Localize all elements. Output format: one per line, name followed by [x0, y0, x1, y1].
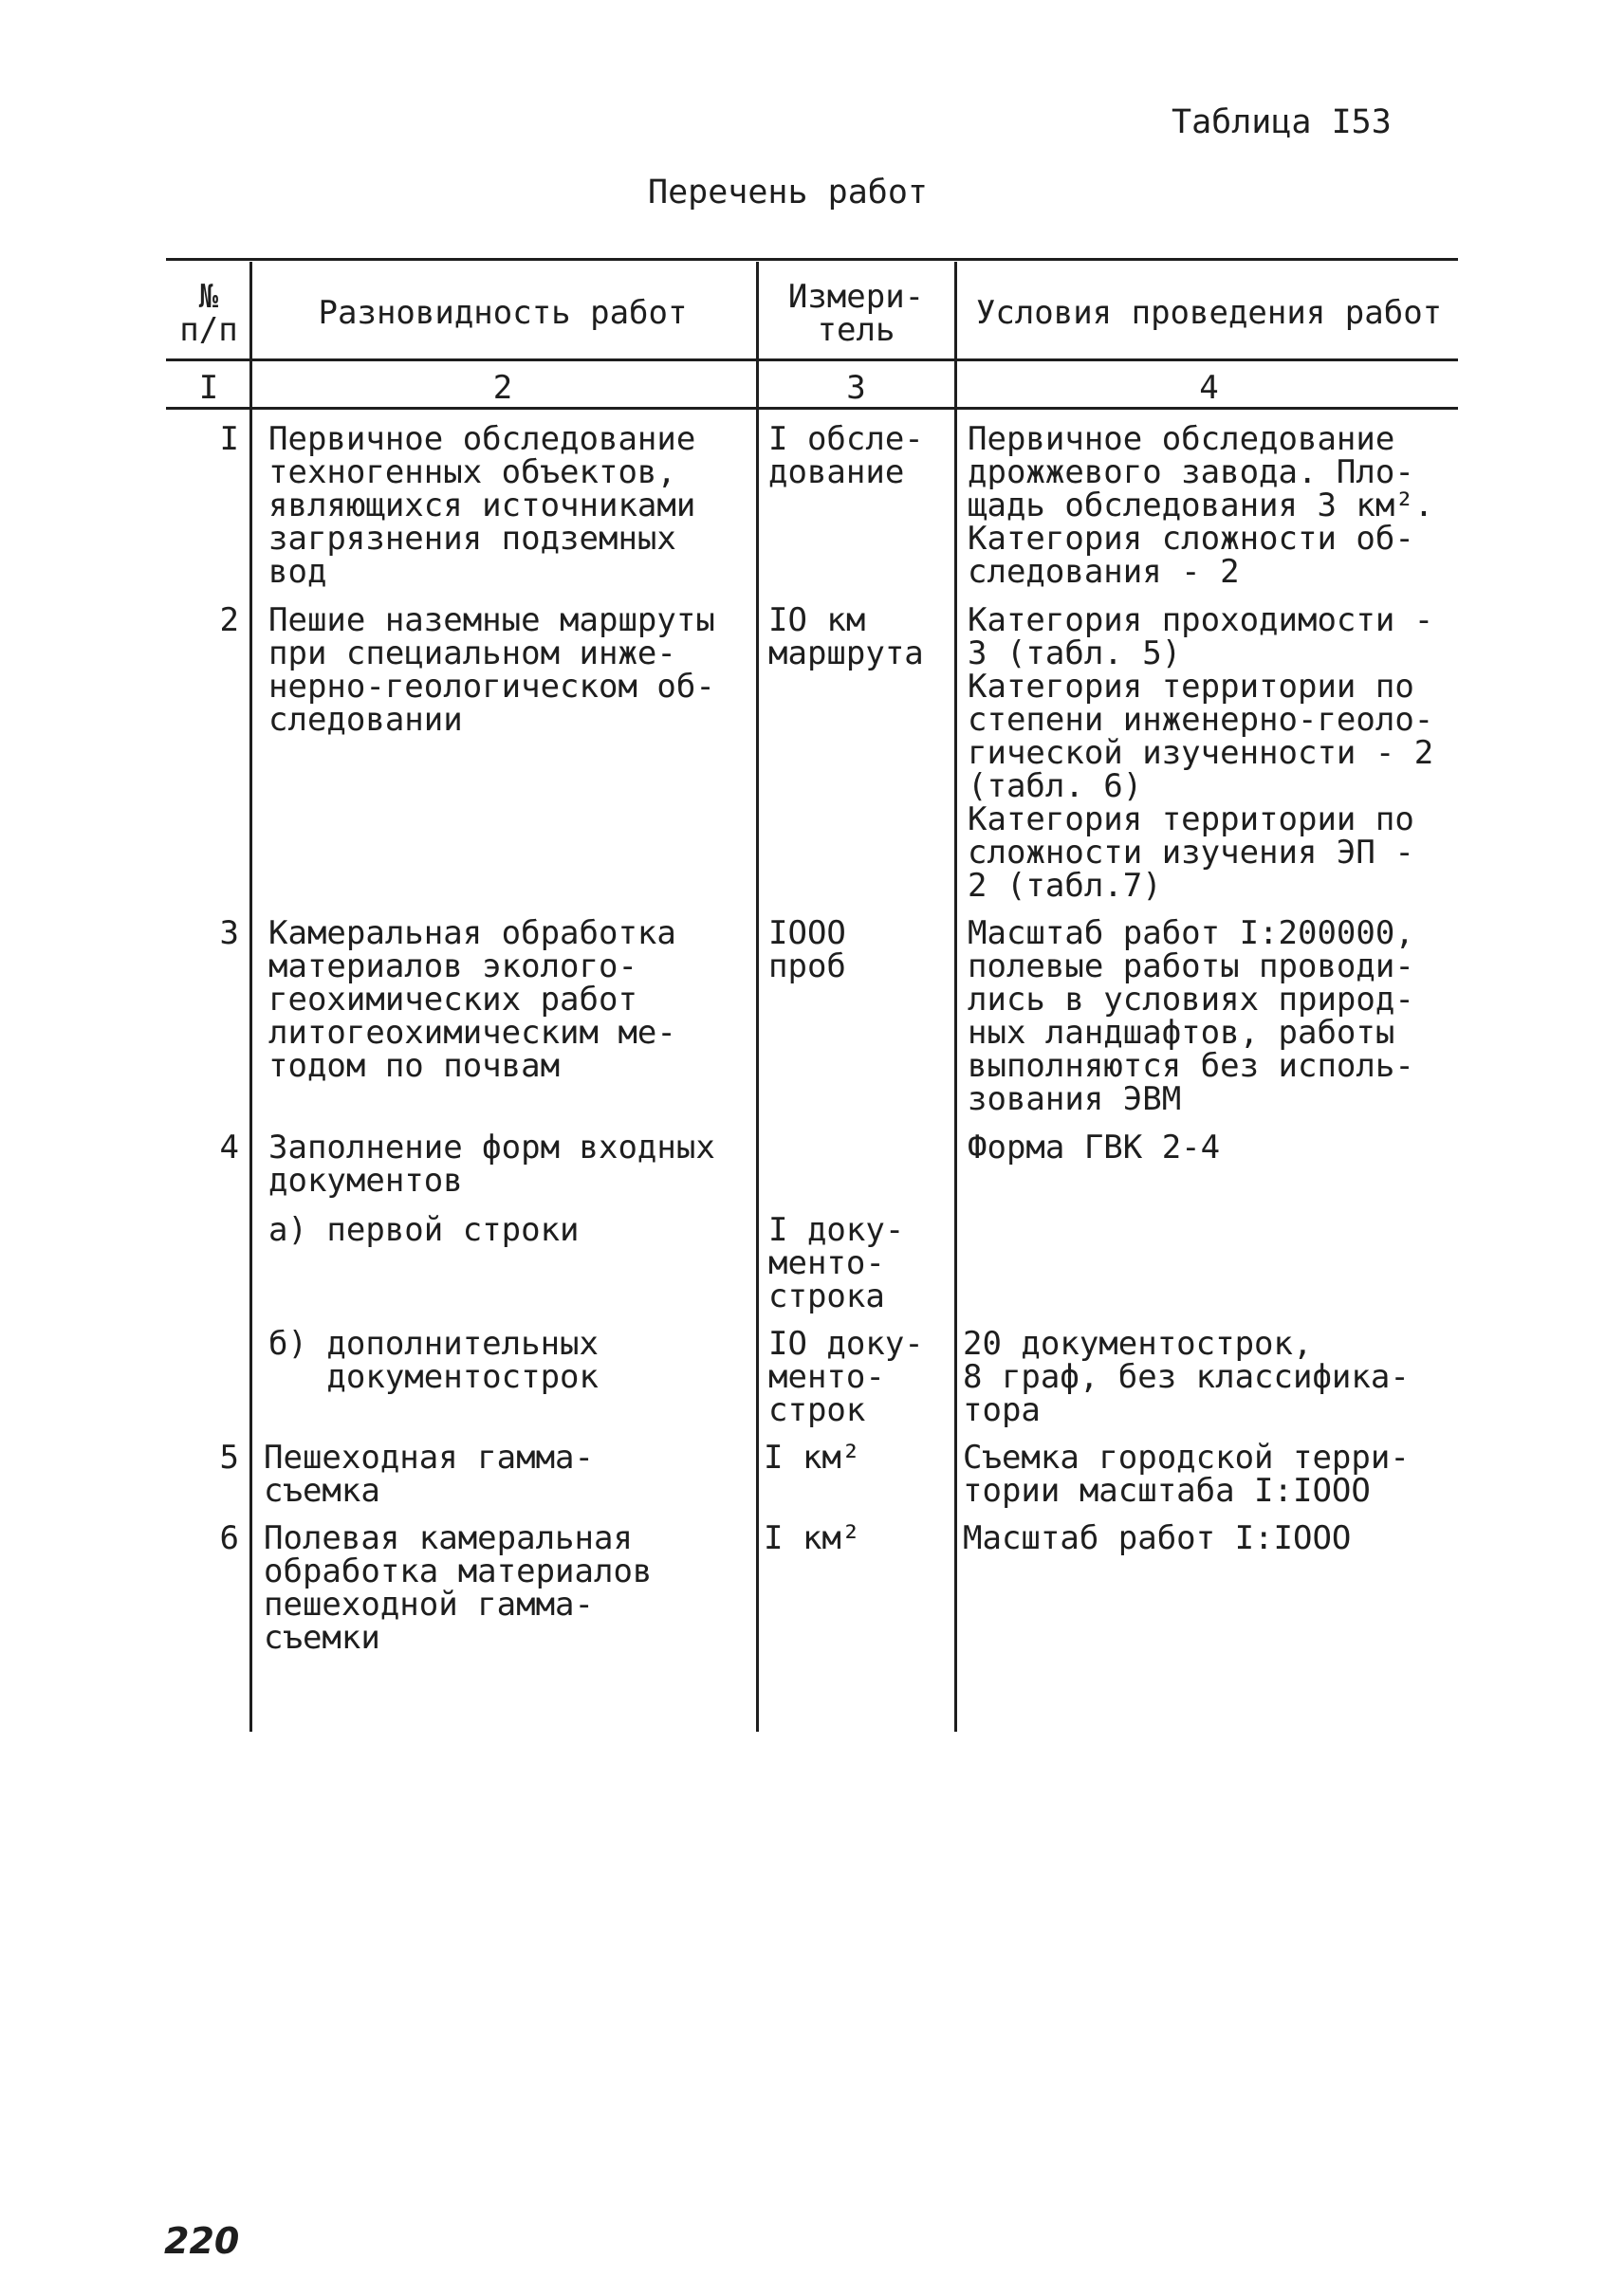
work-conditions: Съемка городской терри- тории масштаба I:IOOO	[963, 1439, 1410, 1510]
work-type: Заполнение форм входных документов	[268, 1129, 715, 1200]
measurement-unit: I км²	[764, 1439, 861, 1477]
column-number-rule	[166, 407, 1458, 410]
work-conditions: Категория проходимости - 3 (табл. 5) Категория территории по степени инженерно-геоло- гической изученности - 2 (табл. 6) Категория территории по сложности изучения ЭП - 2 (табл.7)	[968, 601, 1434, 905]
page-number: 220	[164, 2220, 240, 2262]
table-number: Таблица I53	[1172, 103, 1392, 141]
work-conditions: Масштаб работ I:IOOO	[963, 1519, 1352, 1557]
table-title: Перечень работ	[648, 174, 929, 211]
work-type: Пешие наземные маршруты при специальном инже- нерно-геологическом об- следовании	[268, 601, 715, 739]
column-divider-2	[756, 262, 759, 1732]
work-conditions: 20 документострок, 8 граф, без классифика- тора	[963, 1325, 1410, 1429]
header-bottom-rule	[166, 358, 1458, 361]
work-type: а) первой строки	[268, 1211, 580, 1249]
column-number: 3	[846, 369, 866, 407]
work-type: Первичное обследование техногенных объектов, являющихся источниками загрязнения подземных вод	[268, 420, 696, 591]
column-number: 4	[1199, 369, 1219, 407]
row-number: 3	[219, 914, 239, 952]
measurement-unit: I км²	[764, 1519, 861, 1557]
column-divider-1	[249, 262, 252, 1732]
measurement-unit: IO км маршрута	[768, 601, 924, 672]
measurement-unit: I доку- менто- строка	[768, 1211, 905, 1315]
header-conditions: Условия проведения работ	[975, 294, 1443, 332]
work-conditions: Форма ГВК 2-4	[968, 1129, 1221, 1166]
header-num: № п/п	[179, 278, 238, 349]
measurement-unit: I обсле- дование	[768, 420, 924, 491]
work-conditions: Масштаб работ I:200000, полевые работы проводи- лись в условиях природ- ных ландшафтов, работы выполняются без исполь- зования ЭВМ	[968, 914, 1414, 1118]
row-number: 2	[219, 601, 239, 639]
header-unit: Измери- тель	[787, 278, 925, 349]
work-type: Пешеходная гамма- съемка	[264, 1439, 594, 1510]
column-divider-3	[954, 262, 957, 1732]
measurement-unit: IOOO проб	[768, 914, 846, 985]
work-type: Полевая камеральная обработка материалов пешеходной гамма- съемки	[264, 1519, 653, 1657]
row-number: 5	[219, 1439, 239, 1477]
work-type: б) дополнительных документострок	[268, 1325, 599, 1396]
row-number: 6	[219, 1519, 239, 1557]
work-type: Камеральная обработка материалов эколого- геохимических работ литогеохимическим ме- тодом по почвам	[268, 914, 676, 1085]
measurement-unit: IO доку- менто- строк	[768, 1325, 924, 1429]
row-number: I	[219, 420, 239, 458]
column-number: 2	[492, 369, 513, 407]
table-top-rule	[166, 258, 1458, 261]
header-work: Разновидность работ	[318, 294, 688, 332]
work-conditions: Первичное обследование дрожжевого завода. Пло- щадь обследования 3 км². Категория сложности об- следования - 2	[968, 420, 1434, 591]
row-number: 4	[219, 1129, 239, 1166]
column-number: I	[198, 369, 219, 407]
